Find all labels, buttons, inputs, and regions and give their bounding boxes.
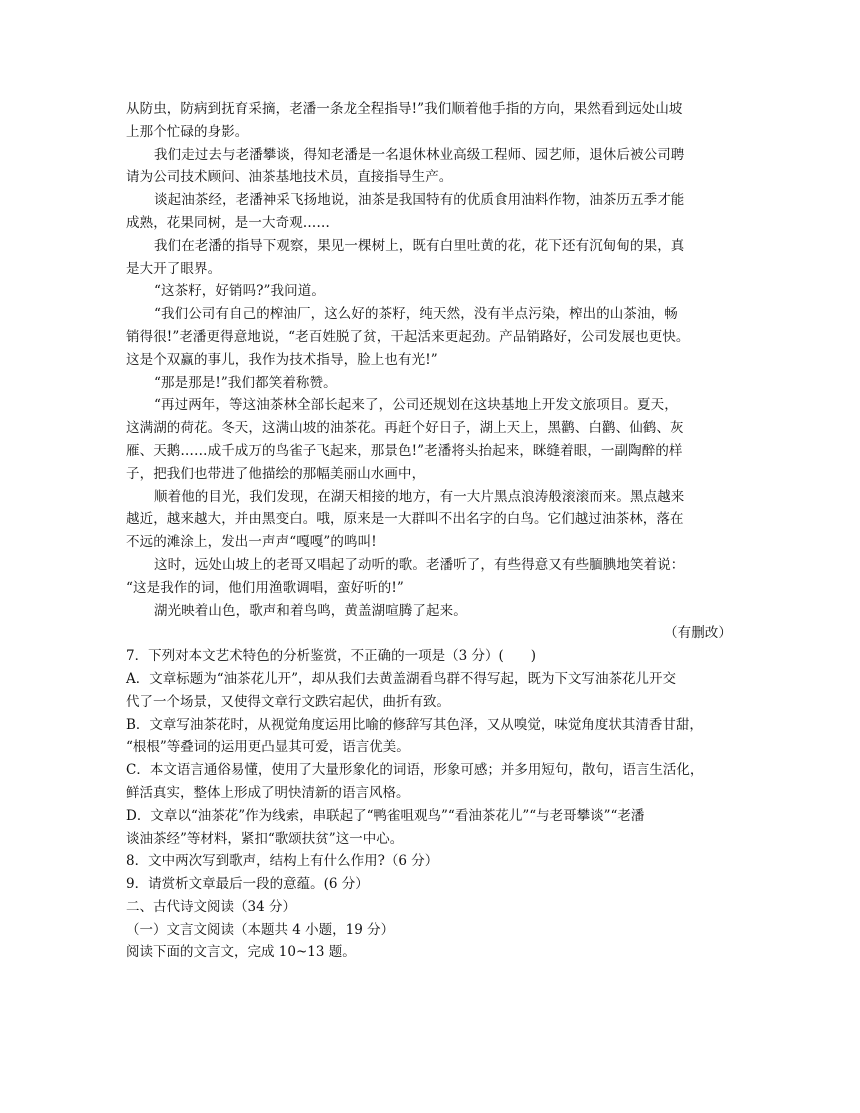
passage-line: 从防虫，防病到抚育采摘，老潘一条龙全程指导!”我们顺着他手指的方向，果然看到远处山坡 xyxy=(126,101,683,117)
passage-line: 雁、天鹅……成千成万的鸟雀子飞起来，那景色!”老潘将头抬起来，眯缝着眼，一副陶醉的样 xyxy=(126,442,683,459)
passage-line: “再过两年，等这油茶林全部长起来了，公司还规划在这块基地上开发文旅项目。夏天， xyxy=(154,397,678,414)
passage-line: 湖光映着山色，歌声和着鸟鸣，黄盖湖喧腾了起来。 xyxy=(154,602,467,619)
option-a: A．文章标题为“油茶花儿开”，却从我们去黄盖湖看鸟群不得写起，既为下文写油茶花儿开交 xyxy=(126,670,677,687)
passage-line: 是大开了眼界。 xyxy=(126,260,222,277)
passage-line: 上那个忙碌的身影。 xyxy=(126,123,249,140)
passage-line: “这是我作的词，他们用渔歌调唱，蛮好听的!” xyxy=(126,579,404,596)
question-8: 8．文中两次写到歌声，结构上有什么作用?（6 分） xyxy=(126,853,439,870)
passage-line: 成熟，花果同树，是一大奇观…… xyxy=(126,214,330,231)
option-b-cont: “根根”等叠词的运用更凸显其可爱，语言优美。 xyxy=(126,739,410,756)
passage-line: “那是那是!”我们都笑着称赞。 xyxy=(154,374,337,391)
passage-line: 我们走过去与老潘攀谈，得知老潘是一名退休林业高级工程师、园艺师，退休后被公司聘 xyxy=(154,146,685,163)
document-page xyxy=(126,98,734,964)
passage-line: “这茶籽，好销吗?”我问道。 xyxy=(154,283,325,300)
passage-line: “我们公司有自己的榨油厂，这么好的茶籽，纯天然，没有半点污染，榨出的山茶油，畅 xyxy=(154,306,678,323)
section-heading: 二、古代诗文阅读（34 分） xyxy=(126,898,296,915)
question-9: 9．请赏析文章最后一段的意蕴。(6 分） xyxy=(126,876,369,893)
subsection-heading: （一）文言文阅读（本题共 4 小题，19 分） xyxy=(126,921,395,938)
passage-line: 谈起油茶经，老潘神采飞扬地说，油茶是我国特有的优质食用油料作物，油茶历五季才能 xyxy=(154,192,685,209)
option-a-cont: 代了一个场景，又使得文章行文跌宕起伏，曲折有致。 xyxy=(126,693,450,710)
option-b: B．文章写油茶花时，从视觉角度运用比喻的修辞写其色泽，又从嗅觉，味觉角度状其清香甘甜， xyxy=(126,716,703,733)
passage-line: 越近，越来越大，并由黑变白。哦，原来是一大群叫不出名字的白鸟。它们越过油茶林，落在 xyxy=(126,511,684,528)
passage-line: 子，把我们也带进了他描绘的那幅美丽山水画中， xyxy=(126,465,426,482)
passage-line: 不远的滩涂上，发出一声声“嘎嘎”的鸣叫! xyxy=(126,534,377,551)
source-note: （有删改） xyxy=(664,625,732,642)
passage-line: 销得很!”老潘更得意地说，“老百姓脱了贫，干起活来更起劲。产品销路好，公司发展也更快。 xyxy=(126,328,690,345)
passage-line: 这满湖的荷花。冬天，这满山坡的油茶花。再赶个好日子，湖上天上，黑鹳、白鹳、仙鹤、灰 xyxy=(126,420,684,437)
passage-line: 这是个双赢的事儿，我作为技术指导，脸上也有光!” xyxy=(126,351,438,368)
option-d-cont: 谈油茶经”等材料，紧扣“歌颂扶贫”这一中心。 xyxy=(126,830,404,847)
passage-line: 请为公司技术顾问、油茶基地技术员，直接指导生产。 xyxy=(126,169,453,186)
passage-line: 顺着他的目光，我们发现，在湖天相接的地方，有一大片黑点浪涛般滚滚而来。黑点越来 xyxy=(154,488,685,505)
option-c: C．本文语言通俗易懂，使用了大量形象化的词语，形象可感；并多用短句，散句，语言生活化， xyxy=(126,762,704,779)
question-7: 7．下列对本文艺术特色的分析鉴赏，不正确的一项是（3 分）( ) xyxy=(126,648,537,665)
reading-instruction: 阅读下面的文言文，完成 10~13 题。 xyxy=(126,944,356,961)
passage-line: 这时，远处山坡上的老哥又唱起了动听的歌。老潘听了，有些得意又有些腼腆地笑着说： xyxy=(154,556,685,573)
passage-line: 我们在老潘的指导下观察，果见一棵树上，既有白里吐黄的花，花下还有沉甸甸的果，真 xyxy=(154,237,685,254)
option-c-cont: 鲜活真实，整体上形成了明快清新的语言风格。 xyxy=(126,784,410,801)
option-d: D．文章以“油茶花”作为线索，串联起了“鸭雀咀观鸟”“看油茶花儿”“与老哥攀谈”“老潘 xyxy=(126,807,645,824)
